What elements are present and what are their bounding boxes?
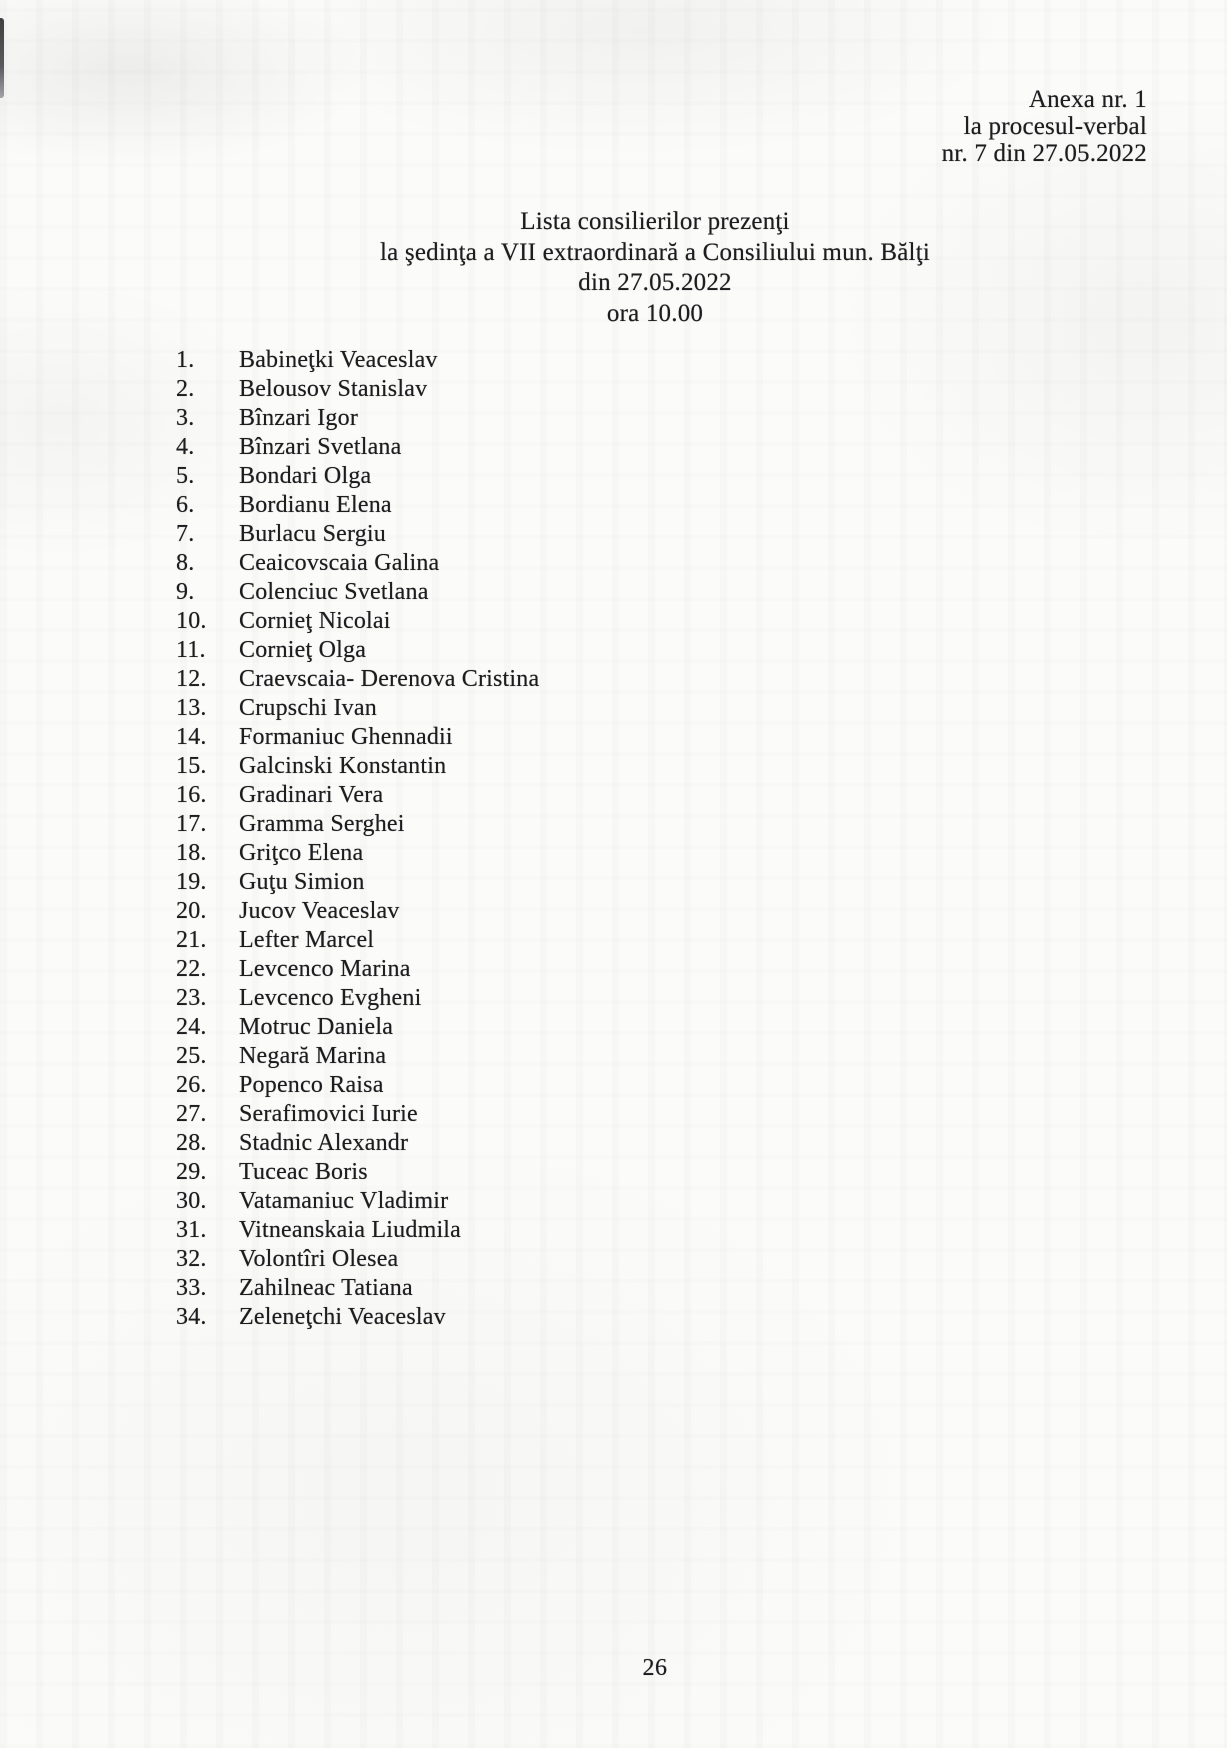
list-item-name: Bondari Olga [239, 463, 372, 489]
title-line-3: din 27.05.2022 [578, 269, 732, 296]
list-item-number: 34. [176, 1304, 207, 1330]
list-item-name: Bînzari Svetlana [239, 434, 402, 460]
title-line-1: Lista consilierilor prezenţi [520, 208, 790, 235]
councilor-list [176, 346, 539, 1332]
list-item-name: Negară Marina [239, 1043, 387, 1069]
list-item-number: 15. [176, 753, 207, 779]
list-item-number: 33. [176, 1275, 207, 1301]
list-item-number: 10. [176, 608, 207, 634]
list-item-number: 14. [176, 724, 207, 750]
list-item-name: Guţu Simion [239, 869, 365, 895]
list-item [176, 1303, 539, 1332]
list-item-number: 32. [176, 1246, 207, 1272]
list-item-name: Colenciuc Svetlana [239, 579, 429, 605]
list-item-number: 27. [176, 1101, 207, 1127]
list-item [176, 1187, 539, 1216]
list-item-number: 6. [176, 492, 195, 518]
list-item-number: 31. [176, 1217, 207, 1243]
page-number: 26 [642, 1655, 668, 1681]
list-item [176, 404, 539, 433]
list-item-name: Zahilneac Tatiana [239, 1275, 413, 1301]
list-item-number: 25. [176, 1043, 207, 1069]
list-item [176, 839, 539, 868]
list-item-number: 28. [176, 1130, 207, 1156]
list-item-name: Vatamaniuc Vladimir [239, 1188, 449, 1214]
list-item-name: Volontîri Olesea [239, 1246, 399, 1272]
list-item-name: Tuceac Boris [239, 1159, 368, 1185]
annex-line-1: Anexa nr. 1 [1028, 86, 1147, 113]
list-item-name: Gramma Serghei [239, 811, 405, 837]
list-item [176, 1245, 539, 1274]
list-item-number: 18. [176, 840, 207, 866]
list-item-name: Ceaicovscaia Galina [239, 550, 440, 576]
list-item-number: 8. [176, 550, 195, 576]
list-item-name: Bordianu Elena [239, 492, 392, 518]
list-item-number: 9. [176, 579, 195, 605]
list-item-number: 21. [176, 927, 207, 953]
list-item [176, 810, 539, 839]
list-item-number: 29. [176, 1159, 207, 1185]
annex-header [942, 86, 1147, 167]
list-item-number: 17. [176, 811, 207, 837]
list-item-name: Vitneanskaia Liudmila [239, 1217, 462, 1243]
list-item-name: Griţco Elena [239, 840, 364, 866]
list-item-name: Levcenco Evgheni [239, 985, 422, 1011]
title-line-2: la şedinţa a VII extraordinară a Consiliului mun. Bălţi [380, 238, 930, 266]
list-item-name: Crupschi Ivan [239, 695, 377, 721]
list-item [176, 520, 539, 549]
list-item [176, 1158, 539, 1187]
list-item-name: Babineţki Veaceslav [239, 347, 438, 373]
list-item [176, 955, 539, 984]
list-item-number: 12. [176, 666, 207, 692]
list-item [176, 1013, 539, 1042]
list-item-number: 20. [176, 898, 207, 924]
list-item [176, 1071, 539, 1100]
list-item-number: 26. [176, 1072, 207, 1098]
annex-line-3: nr. 7 din 27.05.2022 [941, 140, 1147, 167]
list-item [176, 694, 539, 723]
list-item-name: Gradinari Vera [239, 782, 384, 808]
list-item-name: Galcinski Konstantin [239, 753, 447, 779]
list-item [176, 1129, 539, 1158]
list-item-number: 5. [176, 463, 195, 489]
list-item-name: Cornieţ Olga [239, 637, 367, 663]
list-item-name: Motruc Daniela [239, 1014, 394, 1040]
list-item [176, 723, 539, 752]
list-item [176, 636, 539, 665]
list-item [176, 346, 539, 375]
list-item-number: 22. [176, 956, 207, 982]
list-item-number: 2. [176, 376, 195, 402]
document-title [85, 207, 1225, 329]
list-item-number: 16. [176, 782, 207, 808]
list-item-name: Burlacu Sergiu [239, 521, 386, 547]
list-item [176, 607, 539, 636]
list-item-name: Bînzari Igor [239, 405, 359, 431]
list-item [176, 868, 539, 897]
title-line-4: ora 10.00 [606, 299, 704, 327]
list-item-name: Craevscaia- Derenova Cristina [239, 666, 540, 692]
list-item-number: 11. [176, 637, 206, 663]
list-item-number: 7. [176, 521, 195, 547]
list-item-name: Stadnic Alexandr [239, 1130, 409, 1156]
list-item-number: 4. [176, 434, 195, 460]
list-item-name: Formaniuc Ghennadii [239, 724, 453, 750]
list-item [176, 491, 539, 520]
list-item [176, 1042, 539, 1071]
list-item [176, 433, 539, 462]
list-item-name: Serafimovici Iurie [239, 1101, 418, 1127]
list-item [176, 984, 539, 1013]
list-item [176, 462, 539, 491]
list-item-name: Jucov Veaceslav [239, 898, 400, 924]
list-item-name: Cornieţ Nicolai [239, 608, 391, 634]
list-item [176, 1274, 539, 1303]
list-item [176, 752, 539, 781]
list-item [176, 1216, 539, 1245]
list-item-number: 23. [176, 985, 207, 1011]
scan-edge-artifact [0, 18, 4, 98]
list-item [176, 375, 539, 404]
list-item-number: 30. [176, 1188, 207, 1214]
list-item-name: Zeleneţchi Veaceslav [239, 1304, 446, 1330]
list-item-number: 19. [176, 869, 207, 895]
list-item [176, 549, 539, 578]
list-item-name: Lefter Marcel [239, 927, 375, 953]
list-item-number: 3. [176, 405, 195, 431]
list-item [176, 926, 539, 955]
list-item [176, 665, 539, 694]
list-item-name: Popenco Raisa [239, 1072, 384, 1098]
list-item [176, 897, 539, 926]
list-item [176, 781, 539, 810]
list-item [176, 578, 539, 607]
list-item-number: 13. [176, 695, 207, 721]
list-item-number: 1. [176, 347, 195, 373]
list-item-name: Belousov Stanislav [239, 376, 428, 402]
list-item [176, 1100, 539, 1129]
annex-line-2: la procesul-verbal [963, 113, 1147, 140]
list-item-number: 24. [176, 1014, 207, 1040]
list-item-name: Levcenco Marina [239, 956, 411, 982]
